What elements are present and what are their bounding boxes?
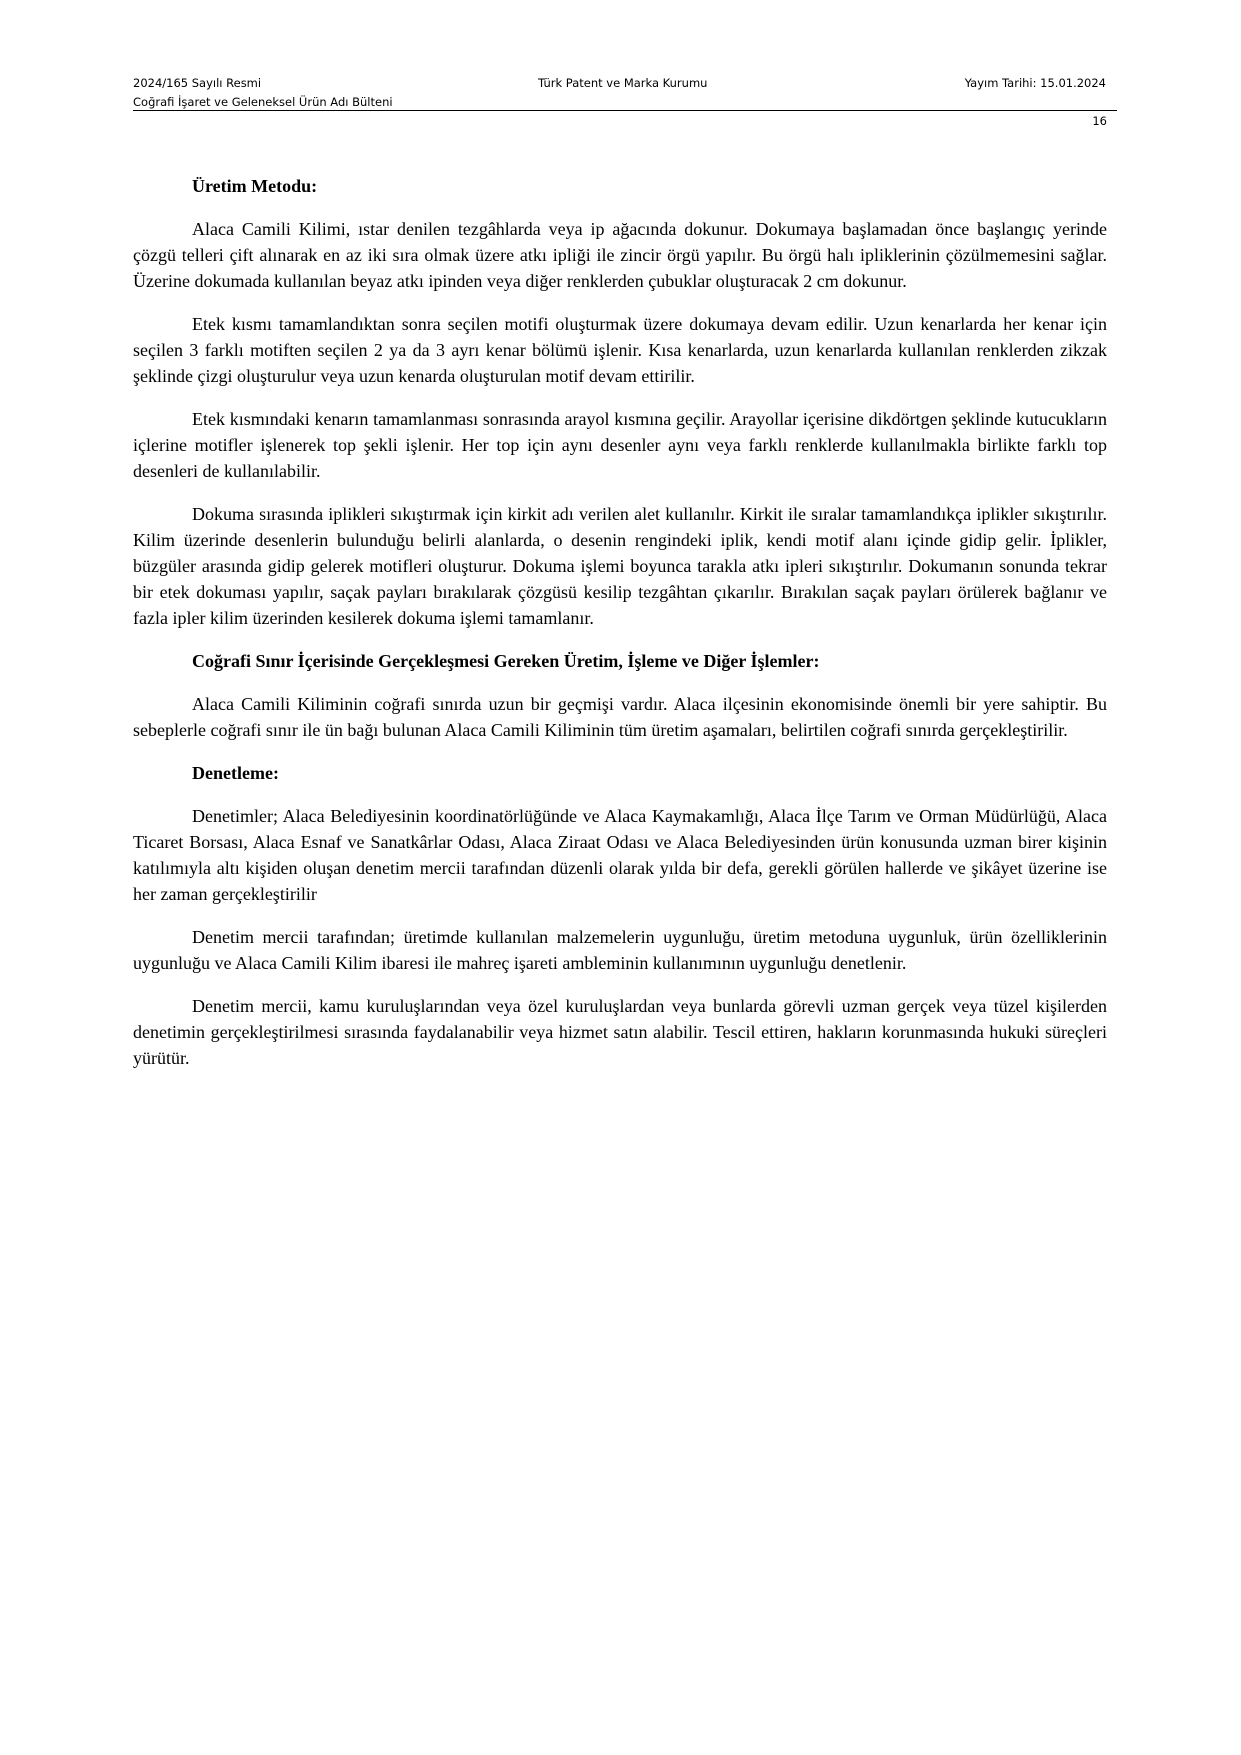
paragraph: Etek kısmı tamamlandıktan sonra seçilen motifi oluşturmak üzere dokumaya devam edilir. Uzun kenarlarda her kenar için seçilen 3 farklı motiften seçilen 2 ya da 3 ayrı kenar bölümü işlenir. Kısa kenarlarda, uzun kenarlarda kullanılan renklerden zikzak şeklinde çizgi oluşturulur veya uzun kenarda oluşturulan motif devam ettirilir. <box>133 314 1107 386</box>
page-number: 16 <box>1092 114 1107 128</box>
section-heading-production-method: Üretim Metodu: <box>192 176 318 196</box>
section-heading-geographic-boundary: Coğrafi Sınır İçerisinde Gerçekleşmesi Gereken Üretim, İşleme ve Diğer İşlemler: <box>192 651 820 671</box>
publication-number: 2024/165 Sayılı Resmi <box>133 76 262 90</box>
paragraph: Etek kısmındaki kenarın tamamlanması sonrasında arayol kısmına geçilir. Arayollar içerisine dikdörtgen şeklinde kutucukların içlerine motifler işlenerek top şekli işlenir. Her top için aynı desenler aynı veya farklı renklerde kullanılmakla birlikte farklı top desenleri de kullanılabilir. <box>133 409 1107 481</box>
institution-name: Türk Patent ve Marka Kurumu <box>538 76 708 90</box>
paragraph: Denetim mercii, kamu kuruluşlarından veya özel kuruluşlardan veya bunlarda görevli uzman gerçek veya tüzel kişilerden denetimin gerçekleştirilmesi sırasında faydalanabilir veya hizmet satın alabilir. Tescil ettiren, hakların korunmasında hukuki süreçleri yürütür. <box>133 996 1107 1068</box>
header-divider <box>133 110 1117 111</box>
header-left-block <box>133 74 393 112</box>
section-heading-inspection: Denetleme: <box>192 763 279 783</box>
bulletin-title: Coğrafi İşaret ve Geleneksel Ürün Adı Bülteni <box>133 95 393 109</box>
paragraph: Alaca Camili Kilimi, ıstar denilen tezgâhlarda veya ip ağacında dokunur. Dokumaya başlamadan önce başlangıç yerinde çözgü telleri çift alınarak en az iki sıra olmak üzere atkı ipliği ile zincir örgü yapılır. Bu örgü halı ipliklerinin çözülmemesini sağlar. Üzerine dokumada kullanılan beyaz atkı ipinden veya diğer renklerden çubuklar oluşturacak 2 cm dokunur. <box>133 219 1107 291</box>
document-body <box>133 173 1107 1088</box>
paragraph: Dokuma sırasında iplikleri sıkıştırmak için kirkit adı verilen alet kullanılır. Kirkit ile sıralar tamamlandıkça iplikler sıkıştırılır. Kilim üzerinde desenlerin bulunduğu belirli alanlarda, o desenin rengindeki iplik, kendi motif alanı içinde gidip gelir. İplikler, büzgüler arasında gidip gelerek motifleri oluşturur. Dokuma işlemi boyunca tarakla atkı ipleri sıkıştırılır. Dokumanın sonunda tekrar bir etek dokuması yapılır, saçak payları bırakılarak çözgüsü kesilip tezgâhtan çıkarılır. Bırakılan saçak payları örülerek bağlanır ve fazla ipler kilim üzerinden kesilerek dokuma işlemi tamamlanır. <box>133 504 1107 628</box>
paragraph: Alaca Camili Kiliminin coğrafi sınırda uzun bir geçmişi vardır. Alaca ilçesinin ekonomisinde önemli bir yere sahiptir. Bu sebeplerle coğrafi sınır ile ün bağı bulunan Alaca Camili Kiliminin tüm üretim aşamaları, belirtilen coğrafi sınırda gerçekleştirilir. <box>133 694 1107 740</box>
paragraph: Denetim mercii tarafından; üretimde kullanılan malzemelerin uygunluğu, üretim metoduna uygunluk, ürün özelliklerinin uygunluğu ve Alaca Camili Kilim ibaresi ile mahreç işareti ambleminin kullanımının uygunluğu denetlenir. <box>133 927 1107 973</box>
publication-date: Yayım Tarihi: 15.01.2024 <box>964 76 1106 90</box>
paragraph: Denetimler; Alaca Belediyesinin koordinatörlüğünde ve Alaca Kaymakamlığı, Alaca İlçe Tarım ve Orman Müdürlüğü, Alaca Ticaret Borsası, Alaca Esnaf ve Sanatkârlar Odası, Alaca Ziraat Odası ve Alaca Belediyesinden ürün konusunda uzman birer kişinin katılımıyla altı kişiden oluşan denetim mercii tarafından düzenli olarak yılda bir defa, gerekli görülen hallerde ve şikâyet üzerine ise her zaman gerçekleştirilir <box>133 806 1107 904</box>
